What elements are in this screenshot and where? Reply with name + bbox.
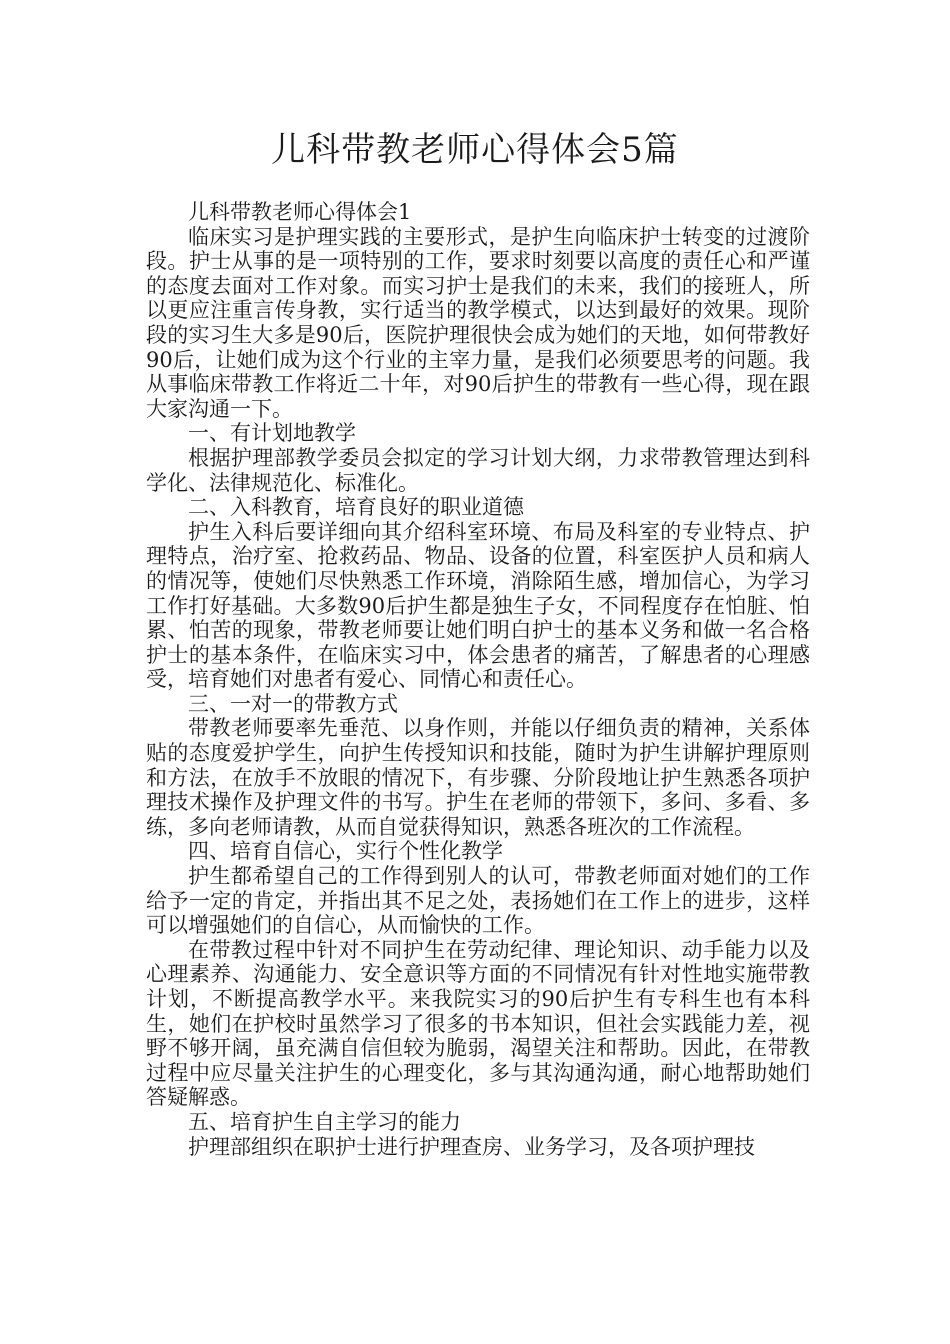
section-heading: 二、入科教育，培育良好的职业道德 (188, 495, 524, 520)
body-paragraph: 护生入科后要详细向其介绍科室环境、布局及科室的专业特点、护理特点，治疗室、抢救药品、物品、设备的位置，科室医护人员和病人的情况等，使她们尽快熟悉工作环境，消除陌生感，增加信心，为学习工作打好基础。大多数90后护生都是独生子女，不同程度存在怕脏、怕累、怕苦的现象，带教老师要让她们明白护士的基本义务和做一名合格护士的基本条件，在临床实习中，体会患者的痛苦，了解患者的心理感受，培育她们对患者有爱心、同情心和责任心。 (146, 519, 810, 692)
body-paragraph: 在带教过程中针对不同护生在劳动纪律、理论知识、动手能力以及心理素养、沟通能力、安全意识等方面的不同情况有针对性地实施带教计划，不断提高教学水平。来我院实习的90后护生有专科生也有本科生，她们在护校时虽然学习了很多的书本知识，但社会实践能力差，视野不够开阔，虽充满自信但较为脆弱，渴望关注和帮助。因此，在带教过程中应尽量关注护生的心理变化，多与其沟通沟通，耐心地帮助她们答疑解惑。 (146, 937, 810, 1110)
body-paragraph: 带教老师要率先垂范、以身作则，并能以仔细负责的精神，关系体贴的态度爱护学生，向护生传授知识和技能，随时为护生讲解护理原则和方法，在放手不放眼的情况下，有步骤、分阶段地让护生熟悉各项护理技术操作及护理文件的书写。护生在老师的带领下，多问、多看、多练，多向老师请教，从而自觉获得知识，熟悉各班次的工作流程。 (146, 716, 810, 839)
body-paragraph: 护理部组织在职护士进行护理查房、业务学习，及各项护理技 (188, 1134, 755, 1159)
section-heading: 三、一对一的带教方式 (188, 691, 398, 716)
body-paragraph: 根据护理部教学委员会拟定的学习计划大纲，力求带教管理达到科学化、法律规范化、标准化。 (146, 445, 810, 495)
section-heading: 儿科带教老师心得体会1 (188, 200, 412, 224)
section-heading: 四、培育自信心，实行个性化教学 (188, 839, 503, 864)
body-paragraph: 护生都希望自己的工作得到别人的认可，带教老师面对她们的工作给予一定的肯定，并指出其不足之处，表扬她们在工作上的进步，这样可以增强她们的自信心，从而愉快的工作。 (146, 864, 810, 938)
body-paragraph: 临床实习是护理实践的主要形式，是护生向临床护士转变的过渡阶段。护士从事的是一项特别的工作，要求时刻要以高度的责任心和严谨的态度去面对工作对象。而实习护士是我们的未来，我们的接班人，所以更应注重言传身教，实行适当的教学模式，以达到最好的效果。现阶段的实习生大多是90后，医院护理很快会成为她们的天地，如何带教好90后，让她们成为这个行业的主宰力量，是我们必须要思考的问题。我从事临床带教工作将近二十年，对90后护生的带教有一些心得，现在跟大家沟通一下。 (146, 224, 810, 421)
section-heading: 五、培育护生自主学习的能力 (188, 1109, 461, 1134)
document-body (146, 200, 810, 1159)
document-title: 儿科带教老师心得体会5篇 (271, 130, 679, 170)
section-heading: 一、有计划地教学 (188, 421, 356, 446)
